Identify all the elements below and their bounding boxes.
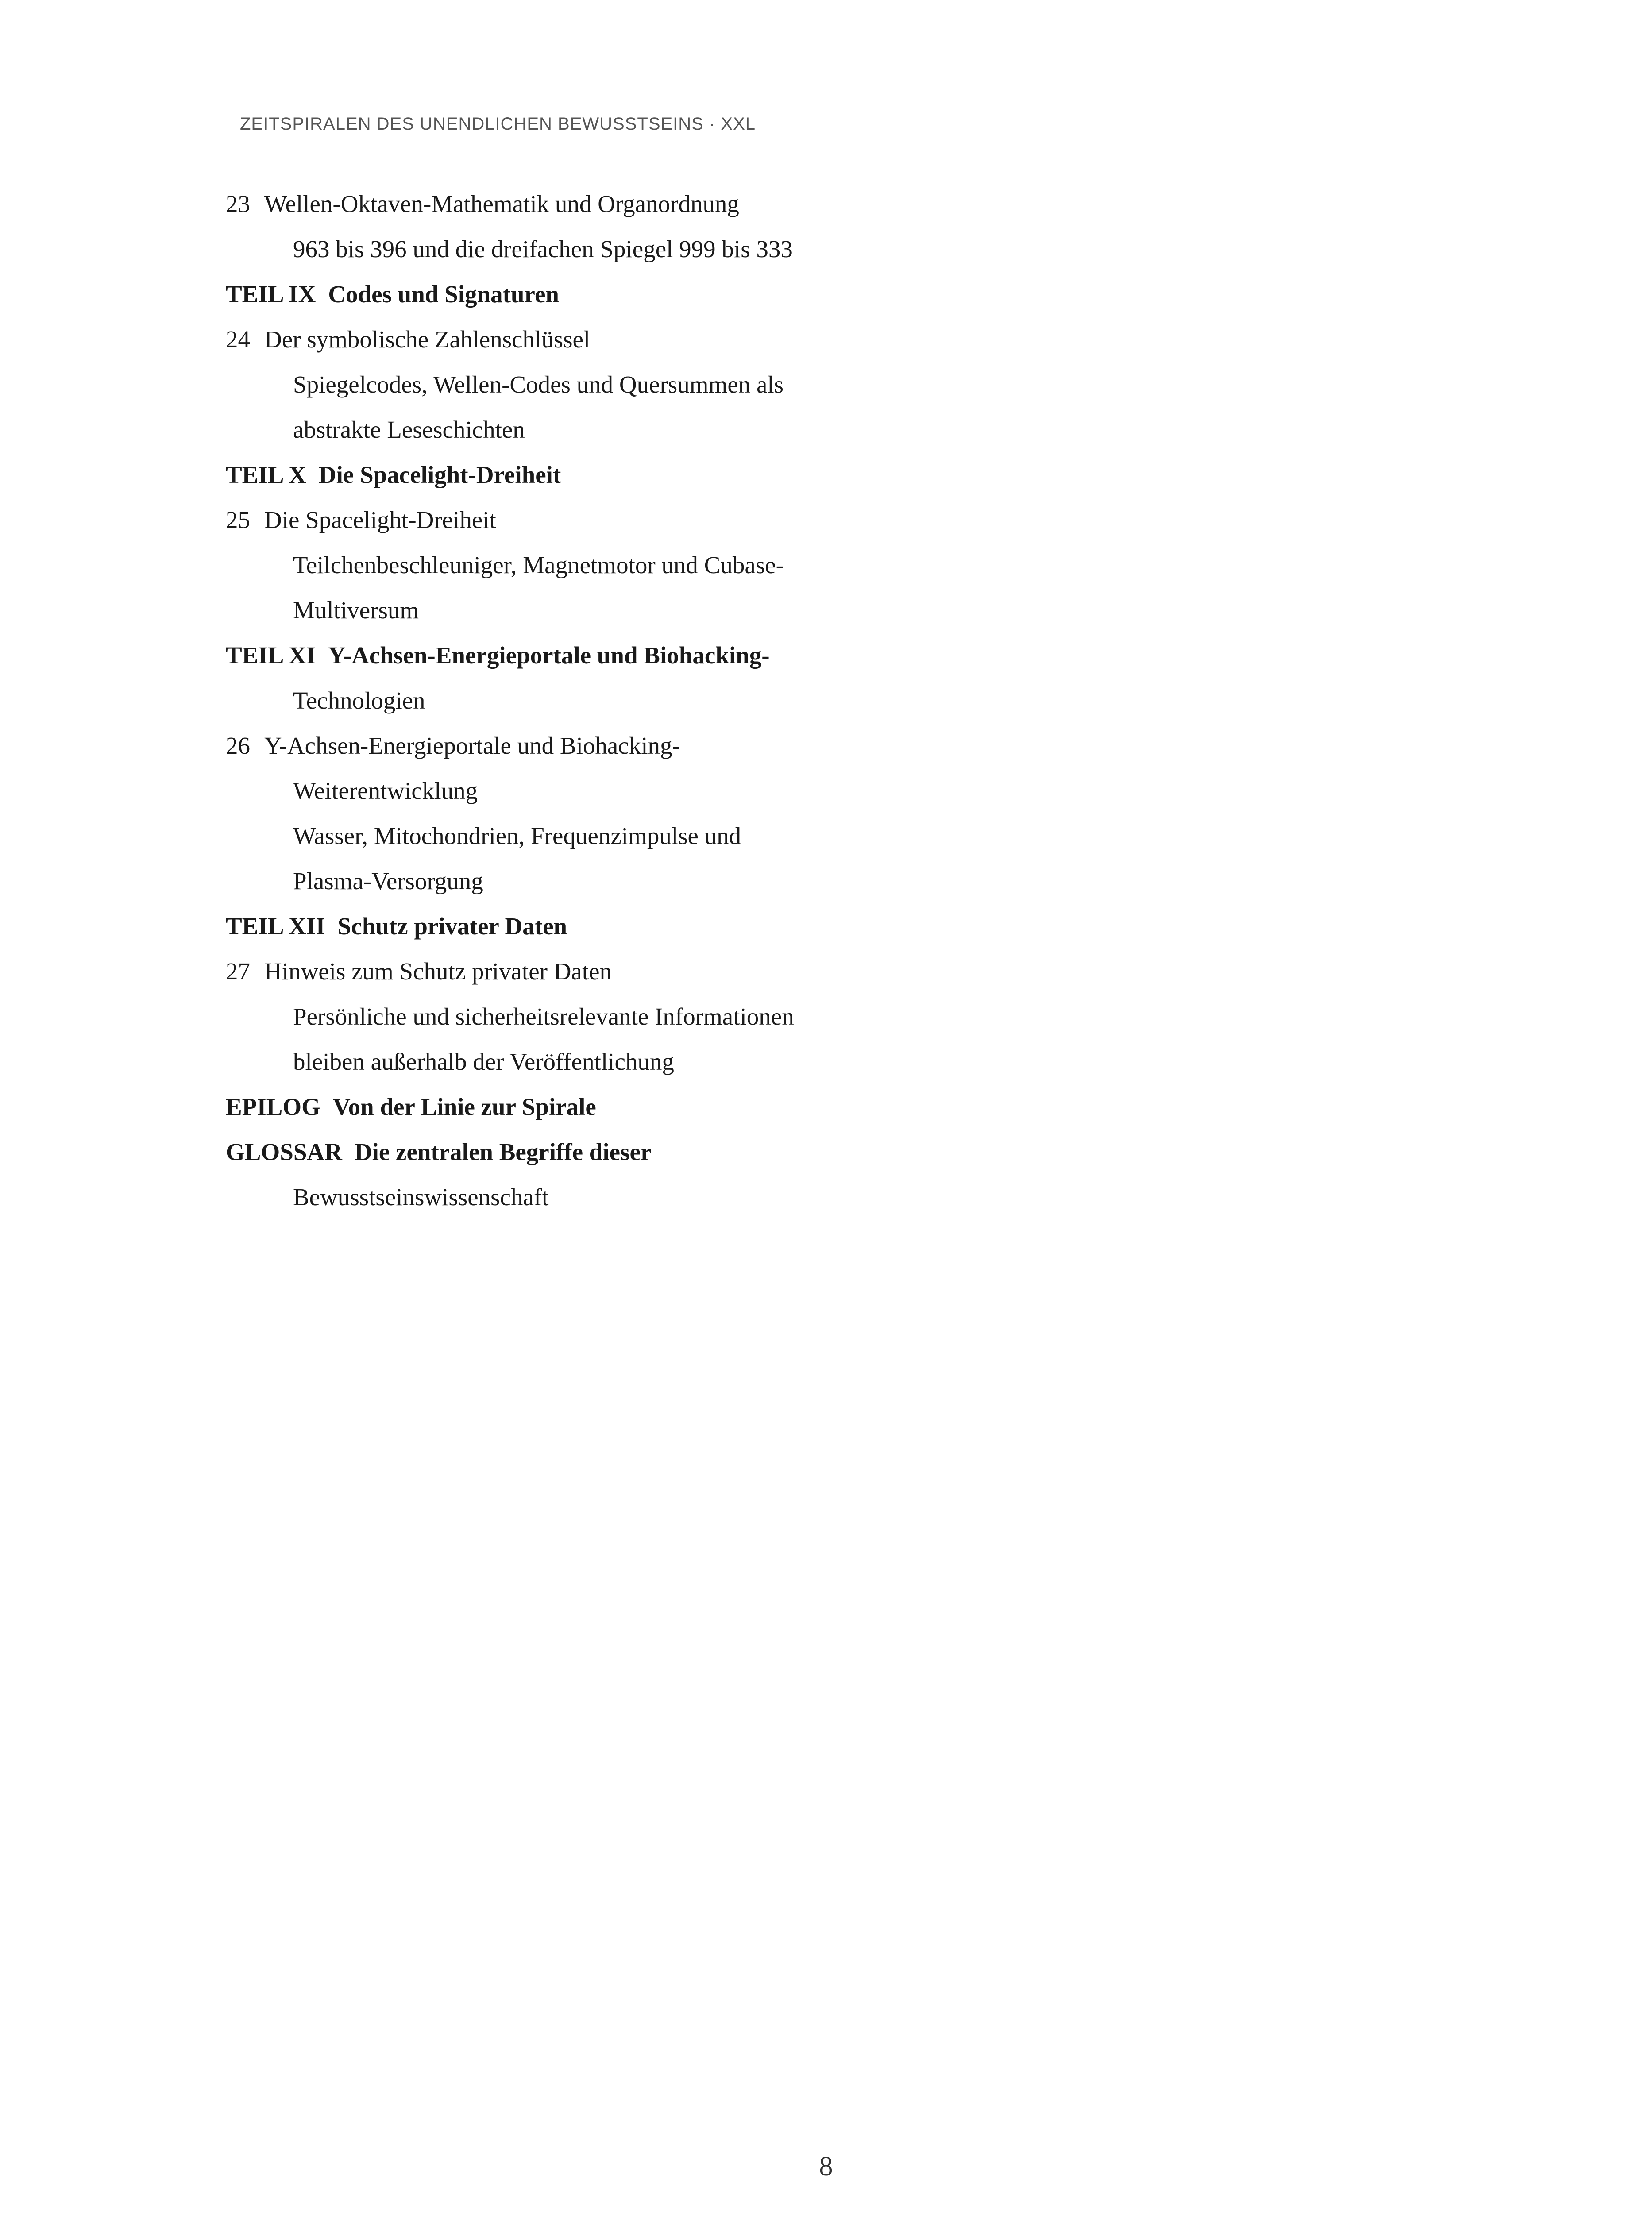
toc-chapter-entry	[226, 497, 1067, 543]
toc-subtitle-line: Persönliche und sicherheitsrelevante Informationen	[293, 1003, 794, 1030]
chapter-number: 24	[226, 326, 250, 353]
toc-chapter-entry	[226, 317, 1067, 362]
part-title: Von der Linie zur Spirale	[332, 1093, 596, 1120]
toc-part-heading	[226, 452, 1067, 497]
toc-subtitle-line: abstrakte Leseschichten	[293, 416, 525, 443]
toc-part-heading	[226, 1130, 1067, 1175]
part-label: EPILOG	[226, 1093, 320, 1120]
chapter-number: 23	[226, 190, 250, 217]
toc-subtitle-line: Teilchenbeschleuniger, Magnetmotor und Cubase-	[293, 551, 784, 578]
part-title: Schutz privater Daten	[337, 913, 567, 940]
part-title: Die zentralen Begriffe dieser	[354, 1138, 652, 1165]
toc-part-heading	[226, 272, 1067, 317]
toc-subtitle-line: Wasser, Mitochondrien, Frequenzimpulse und	[293, 822, 741, 849]
part-label: TEIL IX	[226, 281, 316, 308]
part-title: Y-Achsen-Energieportale und Biohacking-	[328, 642, 770, 669]
page-number: 8	[819, 2151, 833, 2182]
chapter-title: Hinweis zum Schutz privater Daten	[264, 958, 612, 985]
toc-chapter-entry	[226, 181, 1067, 227]
chapter-number: 26	[226, 732, 250, 759]
toc-subtitle-line: Spiegelcodes, Wellen-Codes und Quersummen als	[293, 371, 784, 398]
toc-part-heading	[226, 633, 1067, 678]
chapter-number: 27	[226, 958, 250, 985]
toc-subtitle-line: Bewusstseinswissenschaft	[293, 1184, 549, 1211]
toc-part-heading	[226, 904, 1067, 949]
toc-subtitle-line: Technologien	[293, 687, 425, 714]
toc-chapter-entry	[226, 723, 1067, 768]
part-title: Codes und Signaturen	[328, 281, 559, 308]
part-label: TEIL X	[226, 461, 306, 488]
toc-subtitle-line: Plasma-Versorgung	[293, 867, 483, 894]
part-label: TEIL XI	[226, 642, 316, 669]
toc-subtitle-line: Multiversum	[293, 597, 419, 624]
toc-part-heading	[226, 1084, 1067, 1130]
chapter-title: Die Spacelight-Dreiheit	[264, 506, 496, 533]
part-label: GLOSSAR	[226, 1138, 342, 1165]
chapter-title: Y-Achsen-Energieportale und Biohacking-	[264, 732, 680, 759]
running-header: ZEITSPIRALEN DES UNENDLICHEN BEWUSSTSEINS · XXL	[240, 114, 756, 134]
toc-chapter-entry	[226, 949, 1067, 994]
part-title: Die Spacelight-Dreiheit	[318, 461, 561, 488]
chapter-number: 25	[226, 506, 250, 533]
toc-subtitle-line: bleiben außerhalb der Veröffentlichung	[293, 1048, 674, 1075]
chapter-title: Der symbolische Zahlenschlüssel	[264, 326, 591, 353]
table-of-contents	[226, 181, 1067, 1220]
chapter-title: Wellen-Oktaven-Mathematik und Organordnung	[264, 190, 739, 217]
part-label: TEIL XII	[226, 913, 325, 940]
toc-subtitle-line: 963 bis 396 und die dreifachen Spiegel 999 bis 333	[293, 235, 793, 262]
toc-subtitle-line: Weiterentwicklung	[293, 777, 478, 804]
